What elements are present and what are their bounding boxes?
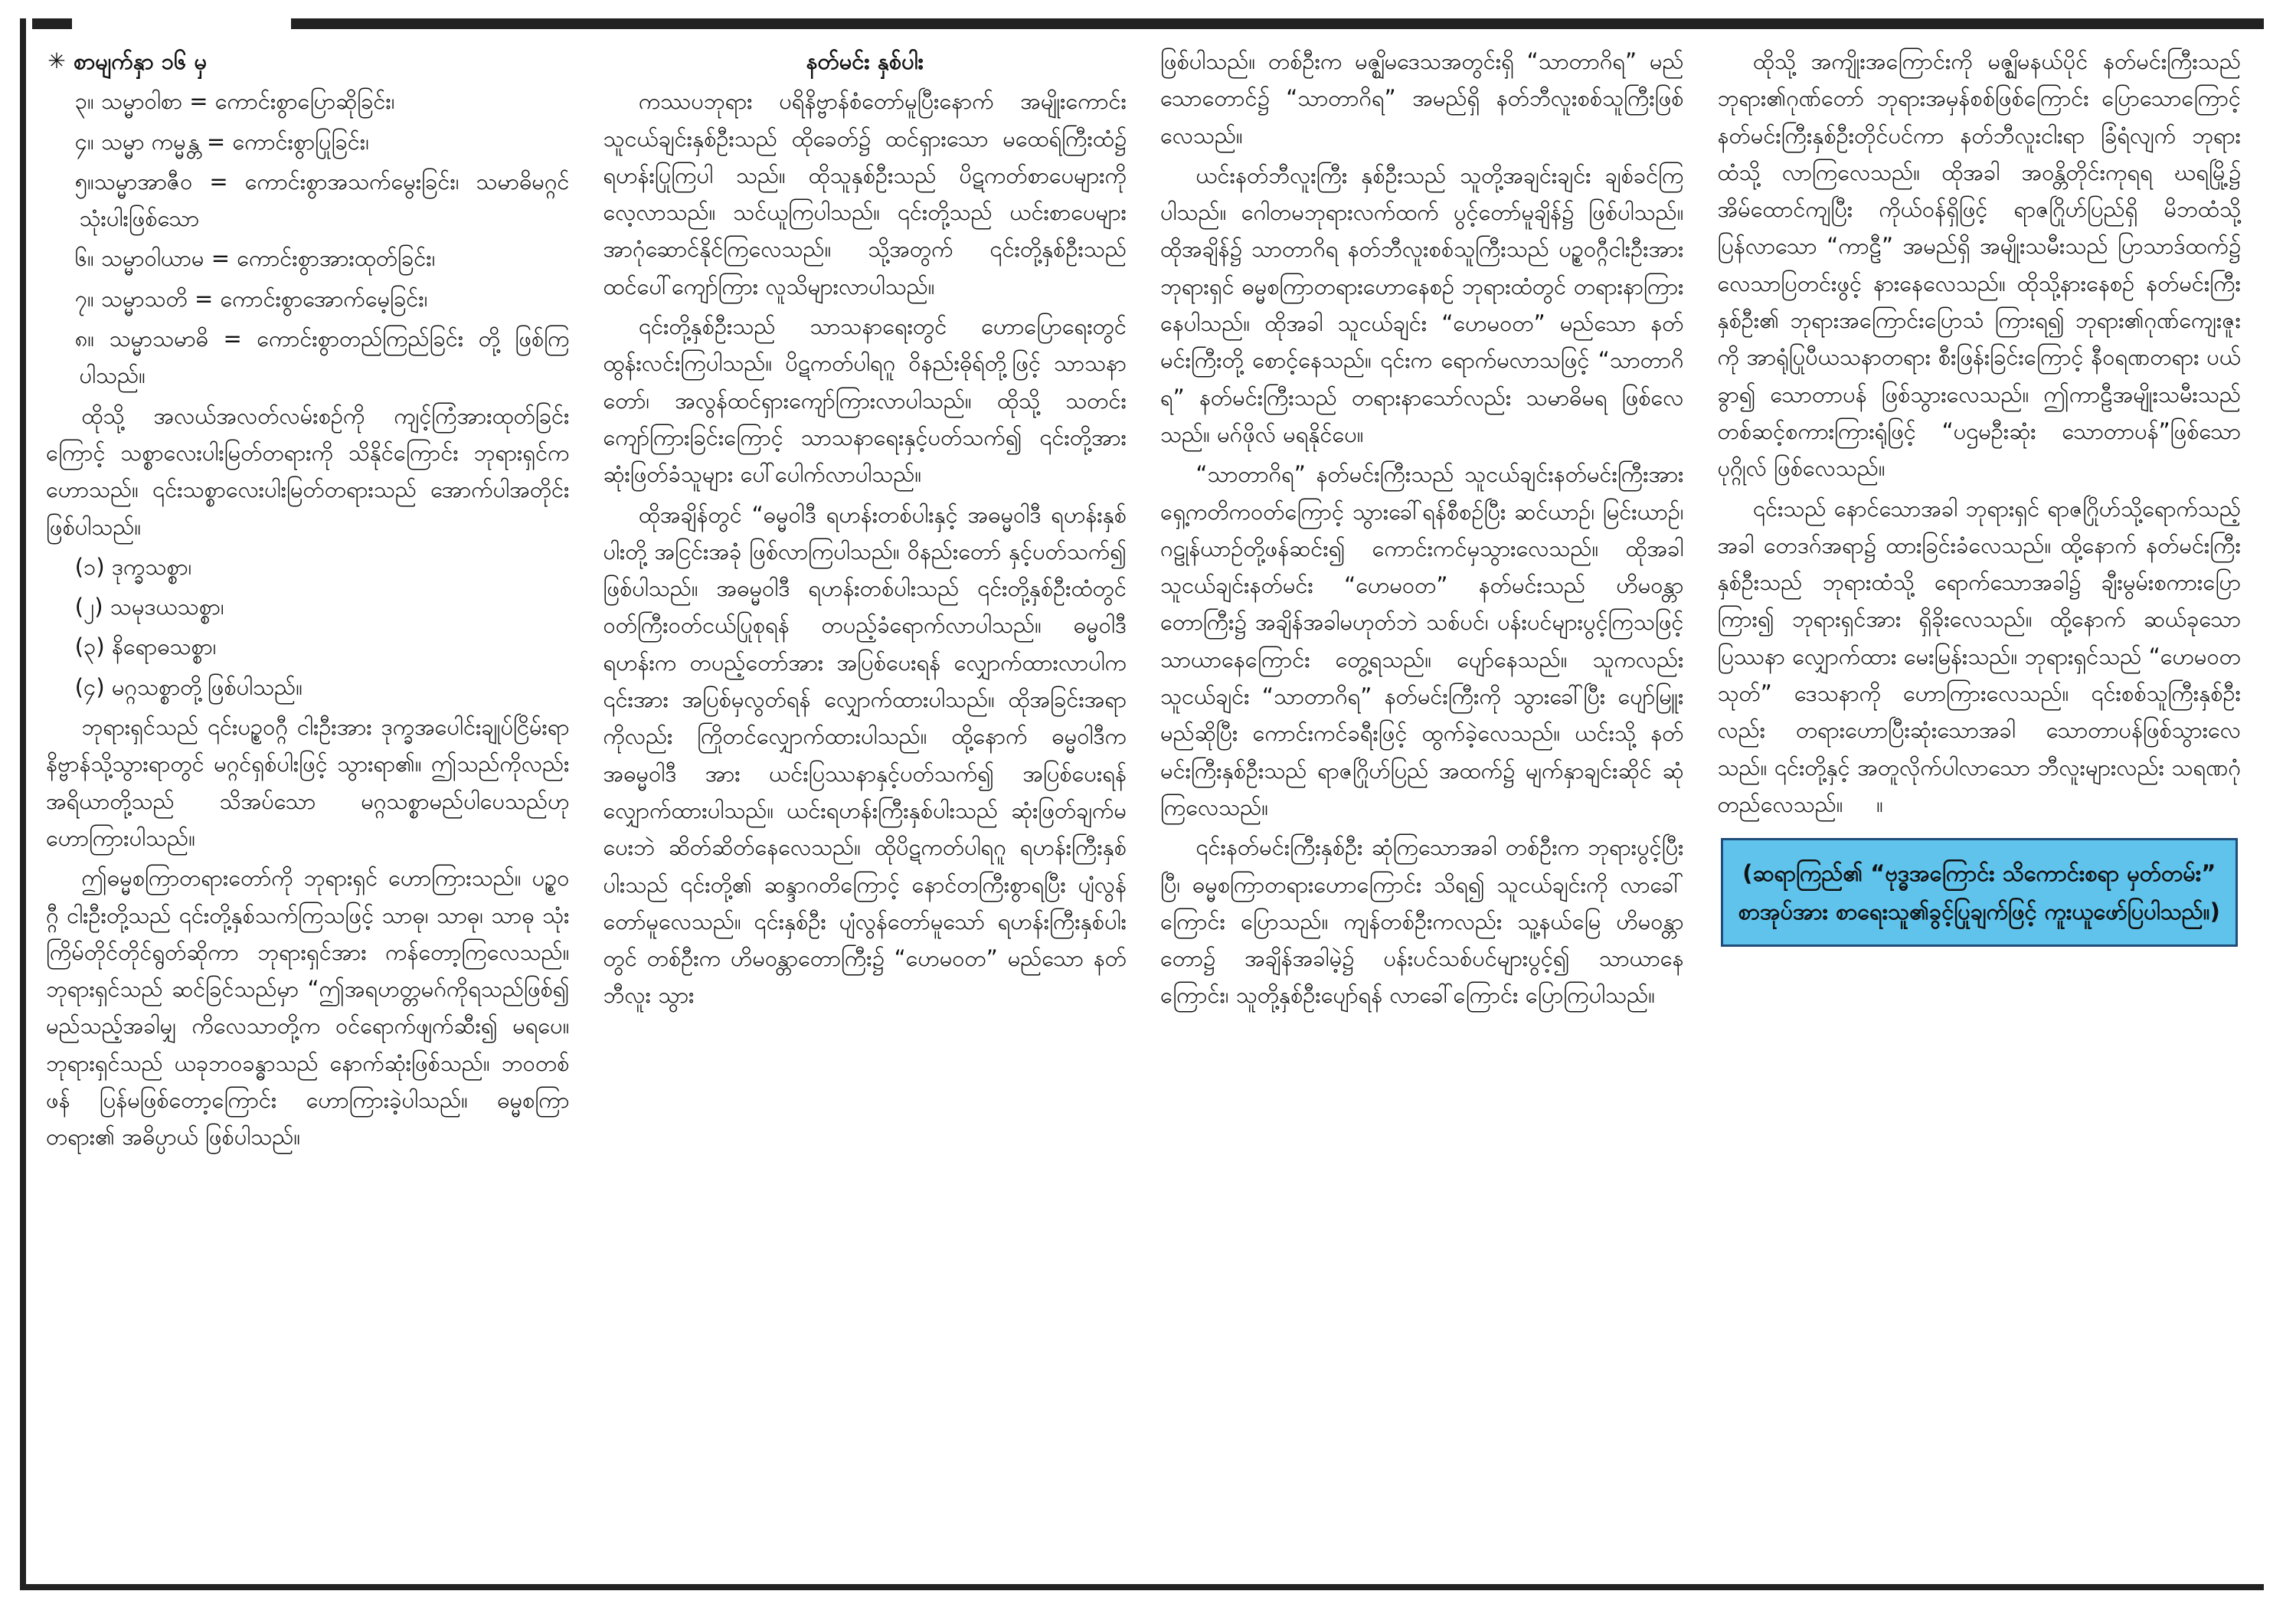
paragraph: ဘုရားရှင်သည် ၎င်းပဉ္စဝဂ္ဂီ ငါးဦးအား ဒုက္ခအပေါင်းချုပ်ငြိမ်းရာ နိဗ္ဗာန်သို့သွားရာတွင် မဂ္ဂင်ရှစ်ပါးဖြင့် သွားရာ၏။ ဤသည်ကိုလည်း အရိယာတို့သည် သိအပ်သော မဂ္ဂသစ္စာမည်ပါပေသည်ဟု ဟောကြားပါသည်။ bbox=[46, 714, 570, 851]
continued-from-label: စာမျက်နှာ ၁၆ မှ bbox=[74, 48, 208, 74]
paragraph: ဤဓမ္မစကြာတရားတော်ကို ဘုရားရှင် ဟောကြားသည်။ ပဉ္စဝဂ္ဂီ ငါးဦးတို့သည် ၎င်းတို့နှစ်သက်ကြသဖြင့် သာဓု၊ သာဓု၊ သာဓု သုံးကြိမ်တိုင်တိုင်ရွတ်ဆိုကာ ဘုရားရှင်အား ကန်တော့ကြလေသည်။ ဘုရားရှင်သည် ဆင်ခြင်သည်မှာ “ဤအရဟတ္တမဂ်ကိုရသည်ဖြစ်၍ မည်သည့်အခါမျှ ကိလေသာတို့က ဝင်ရောက်ဖျက်ဆီး၍ မရပေ။ ဘုရားရှင်သည် ယခုဘဝခန္ဓာသည် နောက်ဆုံးဖြစ်သည်။ ဘဝတစ်ဖန် ပြန်မဖြစ်တော့ကြောင်း ဟောကြားခဲ့ပါသည်။ ဓမ္မစကြာတရား၏ အဓိပ္ပာယ် ဖြစ်ပါသည်။ bbox=[46, 865, 570, 1151]
paragraph: (၃) နိရောဓသစ္စာ၊ bbox=[74, 633, 217, 660]
end-mark: ။ bbox=[1876, 791, 1883, 817]
paragraph-text: ၎င်းသည် နောင်သောအခါ ဘုရားရှင် ရာဇဂြိုဟ်သို့ရောက်သည့်အခါ တေဒဂ်အရာ၌ ထားခြင်းခံလေသည်။ ထို့နောက် နတ်မင်းကြီးနှစ်ဦးသည် ဘုရားထံသို့ ရောက်သောအခါ၌ ချီးမွမ်းစကားပြောကြား၍ ဘုရားရှင်အား ရှိခိုးလေသည်။ ထို့နောက် ဆယ်ခုသောပြဿနာ လျှောက်ထား မေးမြန်းသည်။ ဘုရားရှင်သည် “ဟေမဝတသုတ်” ဒေသနာကို ဟောကြားလေသည်။ ၎င်းစစ်သူကြီးနှစ်ဦးလည်း တရားဟောပြီးဆုံးသောအခါ သောတာပန်ဖြစ်သွားလေသည်။ ၎င်းတို့နှင့် အတူလိုက်ပါလာသော ဘီလူးများလည်း သရဏဂုံ တည်လေသည်။ bbox=[1717, 495, 2241, 817]
paragraph bbox=[1718, 490, 2242, 823]
paragraph: ၃။ သမ္မာဝါစာ = ကောင်းစွာပြောဆိုခြင်း၊ bbox=[74, 88, 395, 115]
paragraph: (၂) သမုဒယသစ္စာ၊ bbox=[74, 594, 224, 620]
bottom-rule bbox=[20, 1584, 2264, 1590]
column-2 bbox=[587, 43, 1144, 1575]
continued-from-header bbox=[46, 43, 570, 80]
asterisk-icon: ✳ bbox=[47, 48, 66, 74]
section-title: နတ်မင်း နှစ်ပါး bbox=[806, 48, 924, 74]
article-page bbox=[29, 43, 2258, 1575]
paragraph: ၆။ သမ္မာဝါယာမ = ကောင်းစွာအားထုတ်ခြင်း၊ bbox=[74, 245, 436, 272]
paragraph: ယင်းနတ်ဘီလူးကြီး နှစ်ဦးသည် သူတို့အချင်းချင်း ချစ်ခင်ကြပါသည်။ ဂေါတမဘုရားလက်ထက် ပွင့်တော်မူချိန်၌ ဖြစ်ပါသည်။ ထိုအချိန်၌ သာတာဂိရ နတ်ဘီလူးစစ်သူကြီးသည် ပဉ္စဝဂ္ဂီငါးဦးအား ဘုရားရှင် ဓမ္မစကြာတရားဟောနေစဉ် ဘုရားထံတွင် တရားနာကြားနေပါသည်။ ထိုအခါ သူငယ်ချင်း “ဟေမဝတ” မည်သော နတ်မင်းကြီးတို့ စောင့်နေသည်။ ၎င်းက ရောက်မလာသဖြင့် “သာတာဂိရ” နတ်မင်းကြီးသည် တရားနာသော်လည်း သမာဓိမရ ဖြစ်လေသည်။ မဂ်ဖိုလ် မရနိုင်ပေ။ bbox=[1160, 162, 1684, 447]
paragraph: (၄) မဂ္ဂသစ္စာတို့ဖြစ်ပါသည်။ bbox=[74, 673, 303, 700]
paragraph: ၄။ သမ္မာ ကမ္မန္တ = ကောင်းစွာပြုခြင်း၊ bbox=[74, 128, 369, 155]
column-4 bbox=[1701, 43, 2258, 1575]
column-3 bbox=[1143, 43, 1701, 1575]
paragraph: ၈။ သမ္မာသမာဓိ = ကောင်းစွာတည်ကြည်ခြင်း တို့ ဖြစ်ကြပါသည်။ bbox=[74, 326, 570, 389]
paragraph: ထိုအချိန်တွင် “ဓမ္မဝါဒီ ရဟန်းတစ်ပါးနှင့် အဓမ္မဝါဒီ ရဟန်းနှစ်ပါးတို့ အငြင်းအခုံ ဖြစ်လာကြပါသည်။ ဝိနည်းတော် နှင့်ပတ်သက်၍ ဖြစ်ပါသည်။ အဓမ္မဝါဒီ ရဟန်းတစ်ပါးသည် ၎င်းတို့နှစ်ဦးထံတွင် ဝတ်ကြီးဝတ်ငယ်ပြုစုရန် တပည့်ခံရောက်လာပါသည်။ ဓမ္မဝါဒီရဟန်းက တပည့်တော်အား အပြစ်ပေးရန် လျှောက်ထားလာပါက ၎င်းအား အပြစ်မှလွတ်ရန် လျှောက်ထားပါသည်။ ထိုအခြင်းအရာကိုလည်း ကြိုတင်လျှောက်ထားပါသည်။ ထို့နောက် ဓမ္မဝါဒီက အဓမ္မဝါဒီ အား ယင်းပြဿနာနှင့်ပတ်သက်၍ အပြစ်ပေးရန် လျှောက်ထားပါသည်။ ယင်းရဟန်းကြီးနှစ်ပါးသည် ဆုံးဖြတ်ချက်မပေးဘဲ ဆိတ်ဆိတ်နေလေသည်။ ထိုပိဋကတ်ပါရဂူ ရဟန်းကြီးနှစ်ပါးသည် ၎င်းတို့၏ ဆန္ဒာဂတိကြောင့် နောင်တကြီးစွာရပြီး ပျံလွန်တော်မူလေသည်။ ၎င်းနှစ်ဦး ပျံလွန်တော်မူသော် ရဟန်းကြီးနှစ်ပါးတွင် တစ်ဦးက ဟိမဝန္တာတောကြီး၌ “ဟေမဝတ” မည်သော နတ်ဘီလူး သွား bbox=[603, 501, 1127, 1009]
paragraph: ၅။သမ္မာအာဇီဝ = ကောင်းစွာအသက်မွေးခြင်း၊ သမာဓိမဂ္ဂင် သုံးပါးဖြစ်သော bbox=[74, 168, 570, 232]
left-rule bbox=[20, 18, 26, 1590]
paragraph: ၎င်းတို့နှစ်ဦးသည် သာသနာရေးတွင် ဟောပြောရေးတွင် ထွန်းလင်းကြပါသည်။ ပိဋကတ်ပါရဂူ ဝိနည်းဓိုရ်တို့ဖြင့် သာသနာတော်၊ အလွန်ထင်ရှားကျော်ကြားလာပါသည်။ ထိုသို့ သတင်းကျော်ကြားခြင်းကြောင့် သာသနာရေးနှင့်ပတ်သက်၍ ၎င်းတို့အား ဆုံးဖြတ်ခံသူများ ပေါ်ပေါက်လာပါသည်။ bbox=[603, 313, 1127, 488]
source-note-box: (ဆရာကြည်၏ “ဗုဒ္ဓအကြောင်း သိကောင်းစရာ မှတ်တမ်း” စာအုပ်အား စာရေးသူ၏ခွင့်ပြုချက်ဖြင့် ကူးယူဖော်ပြပါသည်။) bbox=[1721, 838, 2239, 947]
top-rule bbox=[291, 18, 2264, 29]
paragraph: ၇။ သမ္မာသတိ = ကောင်းစွာအောက်မေ့ခြင်း၊ bbox=[74, 285, 428, 312]
paragraph: ထိုသို့ အကျိုးအကြောင်းကို မဇ္ဈိမနယ်ပိုင် နတ်မင်းကြီးသည် ဘုရား၏ဂုဏ်တော် ဘုရားအမှန်စစ်ဖြစ်ကြောင်း ပြောသောကြောင့် နတ်မင်းကြီးနှစ်ဦးတိုင်ပင်ကာ နတ်ဘီလူးငါးရာ ခြံရံလျက် ဘုရား ထံသို့ လာကြလေသည်။ ထိုအခါ အဝန္တိတိုင်းကုရရ ဃရမြို့၌ အိမ်ထောင်ကျပြီး ကိုယ်ဝန်ရှိဖြင့် ရာဇဂြိုဟ်ပြည်ရှိ မိဘထံသို့ ပြန်လာသော “ကာဠီ” အမည်ရှိ အမျိုးသမီးသည် ပြာသာဒ်ထက်၌ လေသာပြတင်းဖွင့် နားနေလေသည်။ ထိုသို့နားနေစဉ် နတ်မင်းကြီး နှစ်ဦး၏ ဘုရားအကြောင်းပြောသံ ကြားရ၍ ဘုရား၏ဂုဏ်ကျေးဇူးကို အာရုံပြုပီယသနာတရား စီးဖြန်းခြင်းကြောင့် နီဝရဏတရား ပယ်ခွာ၍ သောတာပန် ဖြစ်သွားလေသည်။ ဤကာဠီအမျိုးသမီးသည် တစ်ဆင့်စကားကြားရုံဖြင့် “ပဌမဦးဆုံး သောတာပန်”ဖြစ်သော ပုဂ္ဂိုလ် ဖြစ်လေသည်။ bbox=[1717, 48, 2241, 482]
paragraph: ၎င်းနတ်မင်းကြီးနှစ်ဦး ဆုံကြသောအခါ တစ်ဦးက ဘုရားပွင့်ပြီးပြီ၊ ဓမ္မစကြာတရားဟောကြောင်း သိရ၍ သူငယ်ချင်းကို လာခေါ်ကြောင်း ပြောသည်။ ကျန်တစ်ဦးကလည်း သူ့နယ်မြေ ဟိမဝန္တာတော၌ အချိန်အခါမဲ့၌ ပန်းပင်သစ်ပင်များပွင့်၍ သာယာနေကြောင်း၊ သူတို့နှစ်ဦးပျော်ရန် လာခေါ်ကြောင်း ပြောကြပါသည်။ bbox=[1160, 834, 1684, 1009]
paragraph: “သာတာဂိရ” နတ်မင်းကြီးသည် သူငယ်ချင်းနတ်မင်းကြီးအား ရှေ့ကတိကဝတ်ကြောင့် သွားခေါ်ရန်စီစဉ်ပြီး ဆင်ယာဉ်၊ မြင်းယာဉ်၊ ဂဠုန်ယာဉ်တို့ဖန်ဆင်း၍ ကောင်းကင်မှသွားလေသည်။ ထိုအခါ သူငယ်ချင်းနတ်မင်း “ဟေမဝတ” နတ်မင်းသည် ဟိမဝန္တာတောကြီး၌ အချိန်အခါမဟုတ်ဘဲ သစ်ပင်၊ ပန်းပင်များပွင့်ကြသဖြင့် သာယာနေကြောင်း တွေ့ရသည်။ ပျော်နေသည်။ သူကလည်း သူငယ်ချင်း “သာတာဂိရ” နတ်မင်းကြီးကို သွားခေါ်ပြီး ပျော်မြူးမည်ဆိုပြီး ကောင်းကင်ခရီးဖြင့် ထွက်ခဲ့လေသည်။ ယင်းသို့ နတ်မင်းကြီးနှစ်ဦးသည် ရာဇဂြိုဟ်ပြည် အထက်၌ မျက်နှာချင်းဆိုင် ဆုံကြလေသည်။ bbox=[1160, 461, 1684, 820]
paragraph: ကဿပဘုရား ပရိနိဗ္ဗာန်စံတော်မူပြီးနောက် အမျိုးကောင်း သူငယ်ချင်းနှစ်ဦးသည် ထိုခေတ်၌ ထင်ရှားသော မထေရ်ကြီးထံ၌ ရဟန်းပြုကြပါ သည်။ ထိုသူနှစ်ဦးသည် ပိဋကတ်စာပေများကို လေ့လာသည်။ သင်ယူကြပါသည်။ ၎င်းတို့သည် ယင်းစာပေများ အာဂုံဆောင်နိုင်ကြလေသည်။ သို့အတွက် ၎င်းတို့နှစ်ဦးသည် ထင်ပေါ်ကျော်ကြား လူသိများလာပါသည်။ bbox=[603, 88, 1127, 300]
paragraph: ဖြစ်ပါသည်။ တစ်ဦးက မဇ္ဈိမဒေသအတွင်းရှိ “သာတာဂိရ” မည်သောတောင်၌ “သာတာဂိရ” အမည်ရှိ နတ်ဘီလူးစစ်သူကြီးဖြစ်လေသည်။ bbox=[1160, 48, 1684, 149]
paragraph: (၁) ဒုက္ခသစ္စာ၊ bbox=[74, 553, 192, 580]
top-rule-left bbox=[32, 18, 72, 29]
paragraph: ထိုသို့ အလယ်အလတ်လမ်းစဉ်ကို ကျင့်ကြံအားထုတ်ခြင်းကြောင့် သစ္စာလေးပါးမြတ်တရားကို သိနိုင်ကြောင်း ဘုရားရှင်က ဟောသည်။ ၎င်းသစ္စာလေးပါးမြတ်တရားသည် အောက်ပါအတိုင်း ဖြစ်ပါသည်။ bbox=[46, 402, 570, 540]
column-1 bbox=[29, 43, 587, 1575]
